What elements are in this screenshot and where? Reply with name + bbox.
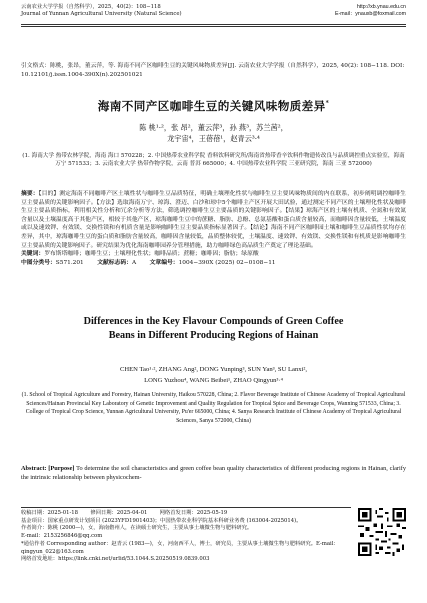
funding-line: 基金项目：国家重点研发计划项目 (2023YFD1901403)；中国热带农业科学院基本科研业务费 (163004-2025014)。 [21, 517, 302, 524]
footer-rule [21, 507, 351, 508]
journal-en-line: Journal of Yunnan Agricultural University (Natural Science) [21, 11, 182, 18]
abstract-en-purpose: [Purpose] [48, 465, 75, 472]
affiliation-en: (1. School of Tropical Agriculture and Forestry, Hainan University, Haikou 570228, China; 2. Flavor Beverage Institute of Chinese Academy of Tropical Agricultural Sciences/Hainan Provincial Key Laboratory of Genetic Improvement and Quality Regulation for Tropical Spice and Beverage Crops, Wanning 571533, China; 3. College of Tropical Crop Science, Yunnan Agricultural University, Pu'er 665000, China; 4. Sanya Research Institute of Chinese Academy of Tropical Agricultural Sciences, Sanya 572000, China) [21, 392, 406, 424]
authors-cn [21, 122, 406, 144]
abstract-cn-label: 摘要： [21, 191, 39, 197]
footnote-block [21, 510, 351, 564]
online-url[interactable]: 网络首发地址：https://link.cnki.net/urlid/53.1044.S.20250519.0839.003 [21, 556, 210, 563]
keywords-cn-text: 罗布斯塔咖啡；咖啡生豆；土壤理化性状；咖啡品质；蔗糖；咖啡因；脂肪；绿原酸 [44, 251, 259, 258]
abstract-en-body: To determine the soil characteristics and green coffee bean quality characteristics of different producing regions in Hainan, clarify the intrinsic relationship between physicochem- [21, 465, 406, 482]
classification-line [21, 259, 406, 268]
authors-cn-line1: 陈 桃¹·²，张 昂²，董云萍³，孙 燕³，苏兰茜²， [139, 123, 288, 132]
journal-url[interactable]: http://xb.ynau.edu.cn [356, 4, 406, 10]
authors-en [21, 364, 406, 386]
authors-en-line2: LONG Yuzhou⁴, WANG Beibei¹, ZHAO Qingyun³·⁴ [144, 377, 283, 384]
revised-date: 修回日期：2025-04-01 [90, 510, 148, 516]
abstract-en-label: Abstract: [21, 465, 47, 472]
title-cn-mark: * [325, 100, 330, 108]
header-rule-thin [21, 26, 406, 27]
qr-code-icon [358, 508, 406, 556]
title-cn-text: 海南不同产区咖啡生豆的关键风味物质差异 [97, 99, 326, 113]
journal-email[interactable]: E-mail：ynauxb@foxmail.com [334, 11, 406, 18]
author-intro: 作者简介：陈桃 (2000—)，女，海南儋州人，在读硕士研究生，主要从事土壤微生物与肥料研究。 [21, 525, 253, 532]
author-email[interactable]: E-mail：2153256846@qq.com [21, 533, 103, 540]
clc-label: 中图分类号： [21, 259, 56, 266]
dates-line [21, 510, 351, 518]
received-date: 收稿日期：2025-01-18 [21, 510, 79, 516]
title-cn [21, 98, 406, 114]
doc-code-label: 文献标志码： [97, 259, 132, 266]
article-number-label: 文章编号： [149, 259, 179, 266]
keywords-cn-label: 关键词： [21, 251, 45, 258]
citation-format: 引文格式：陈桃，张昂，董云萍，等. 海南不同产区咖啡生豆的关键风味物质差异[J]. 云南农业大学学报（自然科学），2025, 40(2): 108−118. DOI: 10.12101/j.issn.1004-390X(n).202501021 [21, 63, 405, 78]
authors-cn-line2: 龙宇宙⁴，王蓓蓓¹，赵青云³·⁴ [167, 134, 260, 143]
authors-en-line1: CHEN Tao¹·², ZHANG Ang², DONG Yunping³, SUN Yan³, SU Lanxi², [119, 366, 308, 373]
clc-value: S571.201 [55, 259, 84, 266]
affiliation-cn: (1. 海南大学 热带农林学院，海南 海口 570228；2. 中国热带农业科学院 香料饮料研究所/海南省热带香辛饮料作物遗传改良与品质调控重点实验室，海南 万宁 571533；3. 云南农业大学 热带作物学院，云南 普洱 665000；4. 中国热带农业科学院 三亚研究院，海南 三亚 572000) [22, 153, 405, 168]
doc-code-value: A [131, 259, 137, 266]
abstract-cn [21, 190, 406, 267]
abstract-en [21, 464, 406, 483]
header-rule-thick [21, 24, 406, 25]
title-en-line2: Beans in Different Producing Regions of Hainan [108, 330, 319, 341]
abstract-cn-body: 【目的】测定海南不同咖啡产区土壤性状与咖啡生豆品质特征，明确土壤理化性状与咖啡生豆主要风味物质间的内在联系，初步阐明调控咖啡生豆主要品质的关键影响因子。【方法】选取海南万宁、琼海、澄迈、白沙和琼中5个咖啡主产区开展大田试验，通过测定不同产区的土壤理化性状及咖啡生豆主要品质指标，利用相关性分析和冗余分析等方法，筛选调控咖啡生豆主要品质的关键影响因子。【结果】琼海产区的土壤有机质、全氮和有效氮含量以及土壤温度高于其他产区，相较于其他产区，琼海咖啡生豆中的蔗糖、脂肪、总酚、总氨基酸和蛋白质含量较高，而咖啡因含量较低，土壤温度或以及速效钾、有效镁、交换性镁和有机质含量是影响咖啡生豆主要品质指标显著因子。【结论】海南不同产区咖啡园土壤和咖啡生豆品质性状均存在差异，其中，琼海咖啡生豆的蛋白质和脂肪含量较高，咖啡因含量较低，品质整体较优，土壤温度、速效钾、有效镁、交换性镁和有机质是影响咖啡生豆主要品质的关键影响因子。研究结果为优化海南咖啡园养分管理措施，助力咖啡绿色高品质生产奠定了理论基础。 [21, 191, 406, 249]
journal-cn-line: 云南农业大学学报（自然科学），2025，40(2)：108−118 [21, 4, 161, 10]
keywords-cn [21, 250, 406, 259]
article-number-value: 1004−390X (2025) 02−0108−11 [178, 259, 276, 266]
published-date: 网络首发日期：2025-05-19 [159, 510, 228, 516]
title-en [21, 315, 406, 343]
corresponding-author: *通信作者 Corresponding author：赵青云 (1983—)，女，河南西平人，博士，研究员，主要从事土壤微生物与肥料研究。E-mail：qingyun_022@163.com [21, 540, 339, 555]
title-en-line1: Differences in the Key Flavour Compounds of Green Coffee [83, 316, 344, 327]
